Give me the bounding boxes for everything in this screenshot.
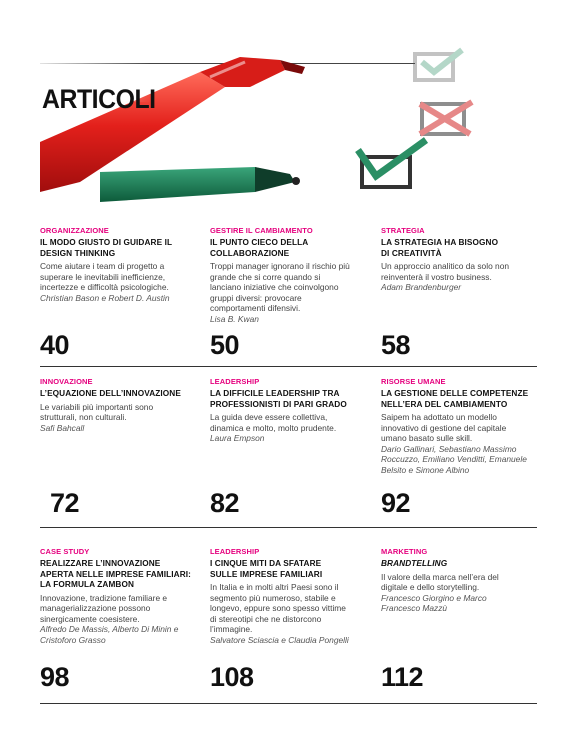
- article-title[interactable]: LA DIFFICILE LEADERSHIP TRA PROFESSIONISTI DI PARI GRADO: [210, 388, 347, 409]
- article-title[interactable]: I CINQUE MITI DA SFATARE SULLE IMPRESE FAMILIARI: [210, 558, 323, 579]
- article-title[interactable]: IL MODO GIUSTO DI GUIDARE IL DESIGN THINKING: [40, 237, 172, 258]
- article-title[interactable]: REALIZZARE L’INNOVAZIONE APERTA NELLE IMPRESE FAMILIARI: LA FORMULA ZAMBON: [40, 558, 192, 589]
- page-number[interactable]: 92: [381, 488, 411, 518]
- article-title[interactable]: LA STRATEGIA HA BISOGNO DI CREATIVITÀ: [381, 237, 499, 258]
- article-category: STRATEGIA: [381, 226, 425, 235]
- page-number[interactable]: 50: [210, 330, 240, 360]
- article-item[interactable]: [40, 226, 205, 303]
- article-authors: Salvatore Sciascia e Claudia Pongelli: [210, 634, 349, 645]
- article-title[interactable]: IL PUNTO CIECO DELLA COLLABORAZIONE: [210, 237, 309, 258]
- page-number[interactable]: 40: [40, 330, 70, 360]
- page-number[interactable]: 58: [381, 330, 411, 360]
- article-authors: Safi Bahcall: [40, 422, 85, 433]
- page-number[interactable]: 108: [210, 662, 254, 692]
- article-title[interactable]: BRANDTELLING: [381, 558, 448, 568]
- article-item[interactable]: [381, 226, 536, 293]
- article-abstract: Un approccio analitico da solo non reinventerà il vostro business.: [381, 261, 510, 282]
- article-item[interactable]: [381, 377, 536, 475]
- article-category: CASE STUDY: [40, 547, 90, 556]
- article-item[interactable]: [210, 226, 375, 324]
- article-category: LEADERSHIP: [210, 547, 260, 556]
- page-number[interactable]: 72: [50, 488, 80, 518]
- article-category: RISORSE UMANE: [381, 377, 446, 386]
- page-number[interactable]: 98: [40, 662, 70, 692]
- article-abstract: Innovazione, tradizione familiare e managerializzazione possono sinergicamente coesistere.: [40, 592, 168, 624]
- article-item[interactable]: [40, 377, 205, 433]
- article-title[interactable]: LA GESTIONE DELLE COMPETENZE NELL’ERA DEL CAMBIAMENTO: [381, 388, 529, 409]
- article-item[interactable]: [210, 377, 375, 444]
- article-authors: Dario Gallinari, Sebastiano Massimo Roccuzzo, Emiliano Venditti, Emanuele Belsito e Simone Albino: [381, 443, 527, 475]
- article-category: INNOVAZIONE: [40, 377, 93, 386]
- hero-image: [40, 32, 580, 202]
- article-category: ORGANIZZAZIONE: [40, 226, 109, 235]
- article-item[interactable]: [40, 547, 205, 645]
- row-divider: [40, 527, 537, 528]
- article-item[interactable]: [210, 547, 375, 645]
- article-item[interactable]: [381, 547, 536, 614]
- marker-checkbox-illustration: [40, 32, 580, 202]
- page-title: ARTICOLI: [42, 84, 156, 114]
- article-abstract: Le variabili più importanti sono strutturali, non culturali.: [40, 401, 154, 422]
- page-number[interactable]: 82: [210, 488, 240, 518]
- article-abstract: Saipem ha adottato un modello innovativo di gestione del capitale umano basato sulle skill.: [381, 412, 507, 443]
- article-authors: Lisa B. Kwan: [210, 313, 259, 324]
- article-abstract: In Italia e in molti altri Paesi sono il segmento più numeroso, stabile e longevo, eppure sono spesso vittime di stereotipi che ne distorcono l’immagine.: [210, 582, 346, 634]
- article-category: LEADERSHIP: [210, 377, 260, 386]
- article-abstract: La guida deve essere collettiva, dinamica e molto, molto prudente.: [210, 412, 337, 433]
- article-authors: Alfredo De Massis, Alberto Di Minin e Cristoforo Grasso: [40, 624, 179, 645]
- article-title[interactable]: L’EQUAZIONE DELL’INNOVAZIONE: [40, 388, 181, 398]
- article-abstract: Come aiutare i team di progetto a superare le inevitabili inefficienze, incertezze e difficoltà psicologiche.: [40, 261, 169, 292]
- article-authors: Adam Brandenburger: [381, 282, 462, 292]
- article-authors: Laura Empson: [210, 433, 265, 443]
- page-number[interactable]: 112: [381, 662, 424, 692]
- article-abstract: Troppi manager ignorano il rischio più grande che si corre quando si lanciano iniziative che coinvolgono gruppi diversi: provocare comportamenti difensivi.: [210, 261, 350, 313]
- row-divider: [40, 703, 537, 704]
- article-category: GESTIRE IL CAMBIAMENTO: [210, 226, 313, 235]
- row-divider: [40, 366, 537, 367]
- article-authors: Francesco Giorgino e Marco Francesco Mazzù: [381, 592, 487, 613]
- article-authors: Christian Bason e Robert D. Austin: [40, 292, 170, 303]
- article-category: MARKETING: [381, 547, 428, 556]
- article-abstract: Il valore della marca nell’era del digitale e dello storytelling.: [381, 571, 499, 592]
